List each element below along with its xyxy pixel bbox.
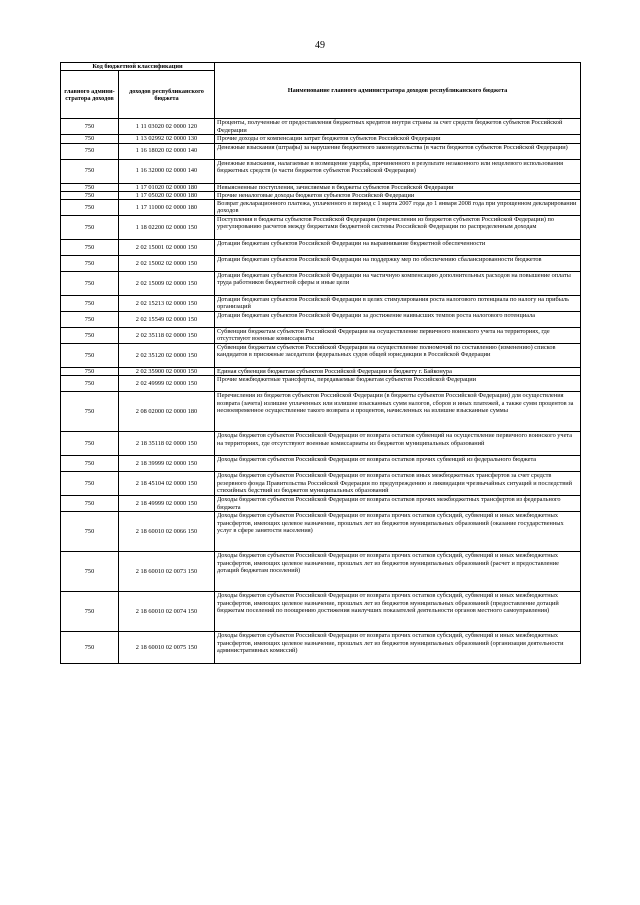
- income-name-cell: Субвенции бюджетам субъектов Российской Федерации на осуществление полномочий по составлению (изменению) списков кандидатов в присяжные заседатели федеральных судов общей юрисдикции в Российской Федерации: [215, 344, 581, 368]
- header-admin-column: главного админи-стратора доходов: [61, 71, 119, 119]
- admin-code-cell: 750: [61, 392, 119, 432]
- table-row: [61, 240, 581, 256]
- table-row: [61, 344, 581, 368]
- income-name-cell: Прочие неналоговые доходы бюджетов субъектов Российской Федерации: [215, 191, 581, 199]
- income-name-cell: Доходы бюджетов субъектов Российской Федерации от возврата прочих остатков субсидий, субвенций и иных межбюджетных трансфертов, имеющих целевое назначение, прошлых лет из бюджетов муниципальных образований (организация деятельности административных комиссий): [215, 632, 581, 664]
- table-row: [61, 392, 581, 432]
- income-code-cell: 2 02 15009 02 0000 150: [119, 272, 215, 296]
- table-body: [61, 119, 581, 664]
- table-row: [61, 376, 581, 392]
- table-row: [61, 256, 581, 272]
- income-name-cell: Денежные взыскания (штрафы) за нарушение бюджетного законодательства (в части бюджетов субъектов Российской Федерации): [215, 143, 581, 159]
- income-name-cell: Денежные взыскания, налагаемые в возмещение ущерба, причиненного в результате незаконного или нецелевого использования бюджетных средств (в части бюджетов субъектов Российской Федерации): [215, 159, 581, 183]
- income-name-cell: Доходы бюджетов субъектов Российской Федерации от возврата остатков прочих субвенций из федерального бюджета: [215, 456, 581, 472]
- admin-code-cell: 750: [61, 456, 119, 472]
- header-classification-group: Код бюджетной классификации: [61, 63, 215, 71]
- table-row: [61, 552, 581, 592]
- admin-code-cell: 750: [61, 496, 119, 512]
- admin-code-cell: 750: [61, 632, 119, 664]
- budget-classification-table: [60, 62, 581, 664]
- admin-code-cell: 750: [61, 296, 119, 312]
- admin-code-cell: 750: [61, 216, 119, 240]
- income-name-cell: Доходы бюджетов субъектов Российской Федерации от возврата остатков иных межбюджетных трансфертов за счет средств резервного фонда Правительства Российской Федерации по предупреждению и ликвидации чрезвычайных ситуаций и последствий стихийных бедствий из бюджетов муниципальных образований: [215, 472, 581, 496]
- income-code-cell: 2 18 60010 02 0066 150: [119, 512, 215, 552]
- table-row: [61, 496, 581, 512]
- income-name-cell: Прочие межбюджетные трансферты, передаваемые бюджетам субъектов Российской Федерации: [215, 376, 581, 392]
- income-name-cell: Дотации бюджетам субъектов Российской Федерации на выравнивание бюджетной обеспеченности: [215, 240, 581, 256]
- admin-code-cell: 750: [61, 472, 119, 496]
- admin-code-cell: 750: [61, 552, 119, 592]
- admin-code-cell: 750: [61, 159, 119, 183]
- income-name-cell: Субвенции бюджетам субъектов Российской Федерации на осуществление первичного воинского учета на территориях, где отсутствуют военные комиссариаты: [215, 328, 581, 344]
- table-row: [61, 272, 581, 296]
- table-row: [61, 135, 581, 143]
- income-code-cell: 2 02 49999 02 0000 150: [119, 376, 215, 392]
- income-name-cell: Доходы бюджетов субъектов Российской Федерации от возврата прочих остатков субсидий, субвенций и иных межбюджетных трансфертов, имеющих целевое назначение, прошлых лет из бюджетов муниципальных образований (расчет и предоставление дотаций бюджетам поселений): [215, 552, 581, 592]
- admin-code-cell: 750: [61, 119, 119, 135]
- admin-code-cell: 750: [61, 256, 119, 272]
- table-row: [61, 432, 581, 456]
- table-row: [61, 328, 581, 344]
- table-row: [61, 216, 581, 240]
- admin-code-cell: 750: [61, 512, 119, 552]
- income-code-cell: 2 18 60010 02 0075 150: [119, 632, 215, 664]
- income-code-cell: 2 08 02000 02 0000 180: [119, 392, 215, 432]
- table-row: [61, 119, 581, 135]
- table-row: [61, 183, 581, 191]
- income-code-cell: 2 18 45104 02 0000 150: [119, 472, 215, 496]
- income-code-cell: 1 17 11000 02 0000 180: [119, 200, 215, 216]
- admin-code-cell: 750: [61, 368, 119, 376]
- income-code-cell: 2 02 35120 02 0000 150: [119, 344, 215, 368]
- table-row: [61, 200, 581, 216]
- income-code-cell: 1 16 18020 02 0000 140: [119, 143, 215, 159]
- table-row: [61, 312, 581, 328]
- admin-code-cell: 750: [61, 312, 119, 328]
- income-name-cell: Доходы бюджетов субъектов Российской Федерации от возврата прочих остатков субсидий, субвенций и иных межбюджетных трансфертов, имеющих целевое назначение, прошлых лет из бюджетов муниципальных образований (оказание государственных услуг в сфере занятости населения): [215, 512, 581, 552]
- income-code-cell: 2 02 15002 02 0000 150: [119, 256, 215, 272]
- admin-code-cell: 750: [61, 328, 119, 344]
- admin-code-cell: 750: [61, 272, 119, 296]
- income-name-cell: Дотации бюджетам субъектов Российской Федерации за достижение наивысших темпов роста налогового потенциала: [215, 312, 581, 328]
- income-code-cell: 2 02 15213 02 0000 150: [119, 296, 215, 312]
- income-code-cell: 1 18 02200 02 0000 150: [119, 216, 215, 240]
- income-code-cell: 2 18 60010 02 0074 150: [119, 592, 215, 632]
- income-name-cell: Прочие доходы от компенсации затрат бюджетов субъектов Российской Федерации: [215, 135, 581, 143]
- table-row: [61, 143, 581, 159]
- table-row: [61, 512, 581, 552]
- income-name-cell: Доходы бюджетов субъектов Российской Федерации от возврата прочих остатков субсидий, субвенций и иных межбюджетных трансфертов, имеющих целевое назначение, прошлых лет из бюджетов муниципальных образований (предоставление дотаций бюджетам поселений по поощрению достижения наилучших показателей деятельности органов местного самоуправления): [215, 592, 581, 632]
- income-name-cell: Перечисления из бюджетов субъектов Российской Федерации (в бюджеты субъектов Российской Федерации) для осуществления возврата (зачета) излишне уплаченных или излишне взысканных сумм налогов, сборов и иных платежей, а также сумм процентов за несвоевременное осуществление такого возврата и процентов, начисленных на излишне взысканные суммы: [215, 392, 581, 432]
- income-name-cell: Возврат декларационного платежа, уплаченного в период с 1 марта 2007 года до 1 января 2008 года при упрощенном декларировании доходов: [215, 200, 581, 216]
- income-code-cell: 2 18 39999 02 0000 150: [119, 456, 215, 472]
- income-code-cell: 1 17 01020 02 0000 180: [119, 183, 215, 191]
- admin-code-cell: 750: [61, 143, 119, 159]
- table-row: [61, 368, 581, 376]
- admin-code-cell: 750: [61, 200, 119, 216]
- table-row: [61, 159, 581, 183]
- table-row: [61, 191, 581, 199]
- admin-code-cell: 750: [61, 191, 119, 199]
- income-code-cell: 2 02 35900 02 0000 150: [119, 368, 215, 376]
- page-number: 49: [315, 40, 325, 51]
- income-code-cell: 1 16 32000 02 0000 140: [119, 159, 215, 183]
- income-name-cell: Дотации бюджетам субъектов Российской Федерации в целях стимулирования роста налогового потенциала по налогу на прибыль организаций: [215, 296, 581, 312]
- income-name-cell: Доходы бюджетов субъектов Российской Федерации от возврата остатков субвенций на осуществление первичного воинского учета на территориях, где отсутствуют военные комиссариаты из бюджетов муниципальных образований: [215, 432, 581, 456]
- table-row: [61, 592, 581, 632]
- admin-code-cell: 750: [61, 183, 119, 191]
- admin-code-cell: 750: [61, 135, 119, 143]
- income-name-cell: Дотации бюджетам субъектов Российской Федерации на частичную компенсацию дополнительных расходов на повышение оплаты труда работников бюджетной сферы и иные цели: [215, 272, 581, 296]
- table-row: [61, 472, 581, 496]
- income-code-cell: 1 17 05020 02 0000 180: [119, 191, 215, 199]
- income-code-cell: 1 11 03020 02 0000 120: [119, 119, 215, 135]
- header-name-column: Наименование главного администратора доходов республиканского бюджета: [215, 63, 581, 119]
- income-code-cell: 2 02 15549 02 0000 150: [119, 312, 215, 328]
- income-name-cell: Дотации бюджетам субъектов Российской Федерации на поддержку мер по обеспечению сбалансированности бюджетов: [215, 256, 581, 272]
- income-code-cell: 2 18 49999 02 0000 150: [119, 496, 215, 512]
- admin-code-cell: 750: [61, 376, 119, 392]
- income-code-cell: 2 02 35118 02 0000 150: [119, 328, 215, 344]
- income-name-cell: Доходы бюджетов субъектов Российской Федерации от возврата остатков прочих межбюджетных трансфертов из федерального бюджета: [215, 496, 581, 512]
- income-code-cell: 1 13 02992 02 0000 130: [119, 135, 215, 143]
- table-row: [61, 296, 581, 312]
- header-code-column: доходов республиканского бюджета: [119, 71, 215, 119]
- admin-code-cell: 750: [61, 592, 119, 632]
- admin-code-cell: 750: [61, 432, 119, 456]
- income-code-cell: 2 18 60010 02 0073 150: [119, 552, 215, 592]
- admin-code-cell: 750: [61, 240, 119, 256]
- income-code-cell: 2 02 15001 02 0000 150: [119, 240, 215, 256]
- income-name-cell: Единая субвенция бюджетам субъектов Российской Федерации и бюджету г. Байконура: [215, 368, 581, 376]
- income-name-cell: Невыясненные поступления, зачисляемые в бюджеты субъектов Российской Федерации: [215, 183, 581, 191]
- admin-code-cell: 750: [61, 344, 119, 368]
- income-name-cell: Проценты, полученные от предоставления бюджетных кредитов внутри страны за счет средств бюджетов субъектов Российской Федерации: [215, 119, 581, 135]
- income-name-cell: Поступления в бюджеты субъектов Российской Федерации (перечисления из бюджетов субъектов Российской Федерации) по урегулированию расчетов между бюджетами бюджетной системы Российской Федерации по распределенным доходам: [215, 216, 581, 240]
- income-code-cell: 2 18 35118 02 0000 150: [119, 432, 215, 456]
- table-row: [61, 456, 581, 472]
- table-row: [61, 632, 581, 664]
